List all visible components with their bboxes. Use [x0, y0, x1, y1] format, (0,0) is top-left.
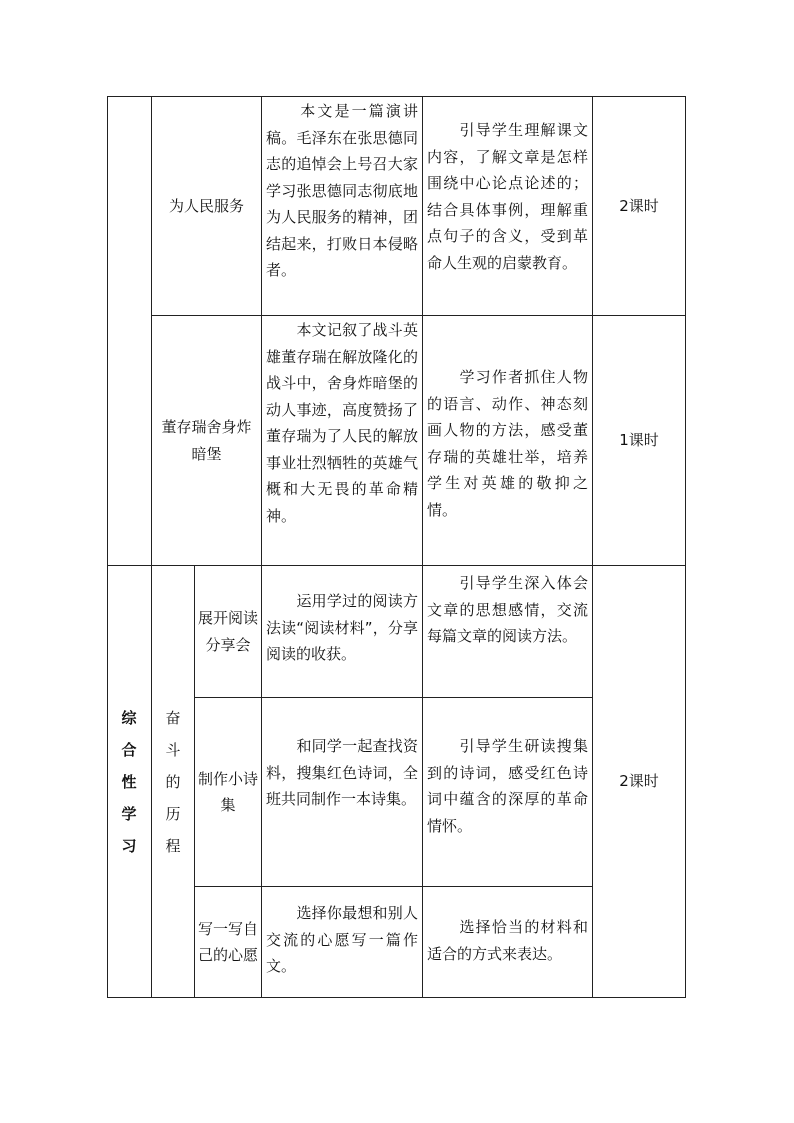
column-divider: [422, 96, 423, 998]
activity-content: 运用学过的阅读方法读“阅读材料”，分享阅读的收获。: [266, 592, 418, 663]
activity-content: 和同学一起查找资料，搜集红色诗词，全班共同制作一本诗集。: [266, 737, 418, 808]
lesson-hours: 1课时: [619, 431, 659, 450]
lesson-title: 为人民服务: [168, 196, 244, 215]
table-border-left: [107, 96, 108, 998]
lesson-content: 本文记叙了战斗英雄董存瑞在解放隆化的战斗中，舍身炸暗堡的动人事迹，高度赞扬了董存瑞为了人民的解放事业壮烈牺牲的英雄气概和大无畏的革命精神。: [266, 321, 418, 525]
lesson-goal: 学习作者抓住人物的语言、动作、神态刻画人物的方法，感受董存瑞的英雄壮举，培养学生对英雄的敬抑之情。: [427, 368, 588, 519]
section-theme: 奋 斗 的 历 程: [165, 709, 181, 855]
lesson-goal: 引导学生理解课文内容，了解文章是怎样围绕中心论点论述的；结合具体事例，理解重点句子的含义，受到革命人生观的启蒙教育。: [427, 121, 588, 272]
activity-name: 展开阅读分享会: [198, 609, 259, 654]
lesson-hours: 2课时: [619, 196, 659, 215]
activity-goal: 引导学生深入体会文章的思想感情，交流每篇文章的阅读方法。: [427, 574, 588, 645]
activity-name: 写一写自己的心愿: [198, 919, 259, 964]
column-divider: [261, 96, 262, 998]
lesson-content: 本文是一篇演讲稿。毛泽东在张思德同志的追悼会上号召大家学习张思德同志彻底地为人民服务的精神，团结起来，打败日本侵略者。: [266, 102, 418, 279]
activity-goal: 选择恰当的材料和适合的方式来表达。: [427, 918, 588, 963]
activity-goal: 引导学生研读搜集到的诗词，感受红色诗词中蕴含的深厚的革命情怀。: [427, 737, 588, 835]
table-border-right: [685, 96, 686, 998]
section-category: 综 合 性 学 习: [121, 709, 137, 855]
activity-content: 选择你最想和别人交流的心愿写一篇作文。: [266, 904, 418, 975]
column-divider: [194, 565, 195, 998]
lesson-title: 董存瑞舍身炸暗堡: [161, 418, 252, 463]
activity-name: 制作小诗集: [198, 769, 259, 814]
section-hours: 2课时: [619, 772, 659, 791]
